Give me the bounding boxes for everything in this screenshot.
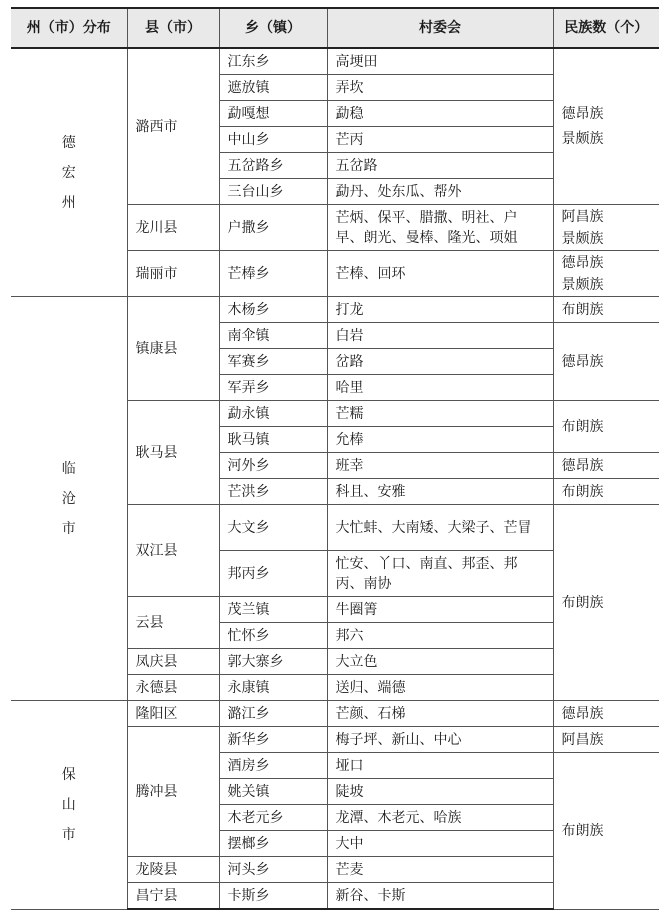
ethnic-cell: 德昂族 [553,323,659,401]
village-cell: 允棒 [327,427,553,453]
township-cell: 郭大寨乡 [219,649,327,675]
ethnic-cell: 布朗族 [553,505,659,701]
village-cell: 勐丹、处东瓜、帮外 [327,179,553,205]
village-cell: 芒颜、石梯 [327,701,553,727]
village-cell: 牛圈箐 [327,597,553,623]
ethnic-cell: 德昂族 景颇族 [553,251,659,297]
county-cell: 龙川县 [127,205,219,251]
ethnic-cell: 布朗族 [553,297,659,323]
table-row [11,297,659,323]
village-cell: 哈里 [327,375,553,401]
township-cell: 南伞镇 [219,323,327,349]
township-cell: 卡斯乡 [219,883,327,910]
village-cell: 大中 [327,831,553,857]
township-cell: 姚关镇 [219,779,327,805]
township-cell: 户撒乡 [219,205,327,251]
village-cell: 弄坎 [327,75,553,101]
township-cell: 永康镇 [219,675,327,701]
county-cell: 耿马县 [127,401,219,505]
township-cell: 大文乡 [219,505,327,551]
township-cell: 河头乡 [219,857,327,883]
village-cell: 忙安、丫口、南直、邦歪、邦丙、南协 [327,551,553,597]
township-cell: 忙怀乡 [219,623,327,649]
township-cell: 木老元乡 [219,805,327,831]
ethnic-cell: 布朗族 [553,401,659,453]
village-cell: 芒丙 [327,127,553,153]
village-cell: 芒糯 [327,401,553,427]
township-cell: 江东乡 [219,48,327,75]
header-township: 乡（镇） [219,8,327,48]
township-cell: 耿马镇 [219,427,327,453]
village-cell: 班幸 [327,453,553,479]
county-cell: 镇康县 [127,297,219,401]
village-cell: 科且、安雅 [327,479,553,505]
prefecture-cell: 保山市 [11,701,127,910]
county-cell: 瑞丽市 [127,251,219,297]
village-cell: 打龙 [327,297,553,323]
village-cell: 新谷、卡斯 [327,883,553,910]
county-cell: 云县 [127,597,219,649]
ethnic-cell: 布朗族 [553,753,659,910]
township-cell: 中山乡 [219,127,327,153]
village-cell: 梅子坪、新山、中心 [327,727,553,753]
header-ethnic-count: 民族数（个） [553,8,659,48]
township-cell: 勐永镇 [219,401,327,427]
county-cell: 昌宁县 [127,883,219,910]
village-cell: 芒炳、保平、腊撒、明社、户早、朗光、曼棒、隆光、项姐 [327,205,553,251]
village-cell: 邦六 [327,623,553,649]
prefecture-cell: 临沧市 [11,297,127,701]
township-cell: 五岔路乡 [219,153,327,179]
village-cell: 芒麦 [327,857,553,883]
village-cell: 送归、端德 [327,675,553,701]
village-cell: 大忙蚌、大南矮、大梁子、芒冒 [327,505,553,551]
ethnic-cell: 阿昌族 [553,727,659,753]
township-cell: 新华乡 [219,727,327,753]
township-cell: 木杨乡 [219,297,327,323]
village-cell: 岔路 [327,349,553,375]
village-cell: 陡坡 [327,779,553,805]
village-cell: 勐稳 [327,101,553,127]
table-row [11,701,659,727]
header-prefecture: 州（市）分布 [11,8,127,48]
township-cell: 茂兰镇 [219,597,327,623]
ethnic-cell: 德昂族 景颇族 [553,48,659,205]
township-cell: 摆榔乡 [219,831,327,857]
village-cell: 芒棒、回环 [327,251,553,297]
ethnic-cell: 布朗族 [553,479,659,505]
header-row [11,8,659,48]
table-row [11,48,659,75]
village-cell: 大立色 [327,649,553,675]
county-cell: 双江县 [127,505,219,597]
township-cell: 芒棒乡 [219,251,327,297]
header-county: 县（市） [127,8,219,48]
township-cell: 邦丙乡 [219,551,327,597]
prefecture-cell: 德宏州 [11,48,127,297]
ethnic-cell: 德昂族 [553,453,659,479]
township-cell: 芒洪乡 [219,479,327,505]
county-cell: 永德县 [127,675,219,701]
village-cell: 白岩 [327,323,553,349]
township-cell: 遮放镇 [219,75,327,101]
township-cell: 军赛乡 [219,349,327,375]
village-cell: 垭口 [327,753,553,779]
township-cell: 勐嘎想 [219,101,327,127]
county-cell: 潞西市 [127,48,219,205]
village-cell: 五岔路 [327,153,553,179]
ethnic-cell: 阿昌族 景颇族 [553,205,659,251]
township-cell: 潞江乡 [219,701,327,727]
township-cell: 酒房乡 [219,753,327,779]
village-cell: 龙潭、木老元、哈族 [327,805,553,831]
header-village-committee: 村委会 [327,8,553,48]
township-cell: 河外乡 [219,453,327,479]
ethnic-cell: 德昂族 [553,701,659,727]
county-cell: 腾冲县 [127,727,219,857]
village-cell: 高埂田 [327,48,553,75]
county-cell: 凤庆县 [127,649,219,675]
county-cell: 隆阳区 [127,701,219,727]
township-cell: 军弄乡 [219,375,327,401]
county-cell: 龙陵县 [127,857,219,883]
distribution-table [11,7,659,910]
township-cell: 三台山乡 [219,179,327,205]
